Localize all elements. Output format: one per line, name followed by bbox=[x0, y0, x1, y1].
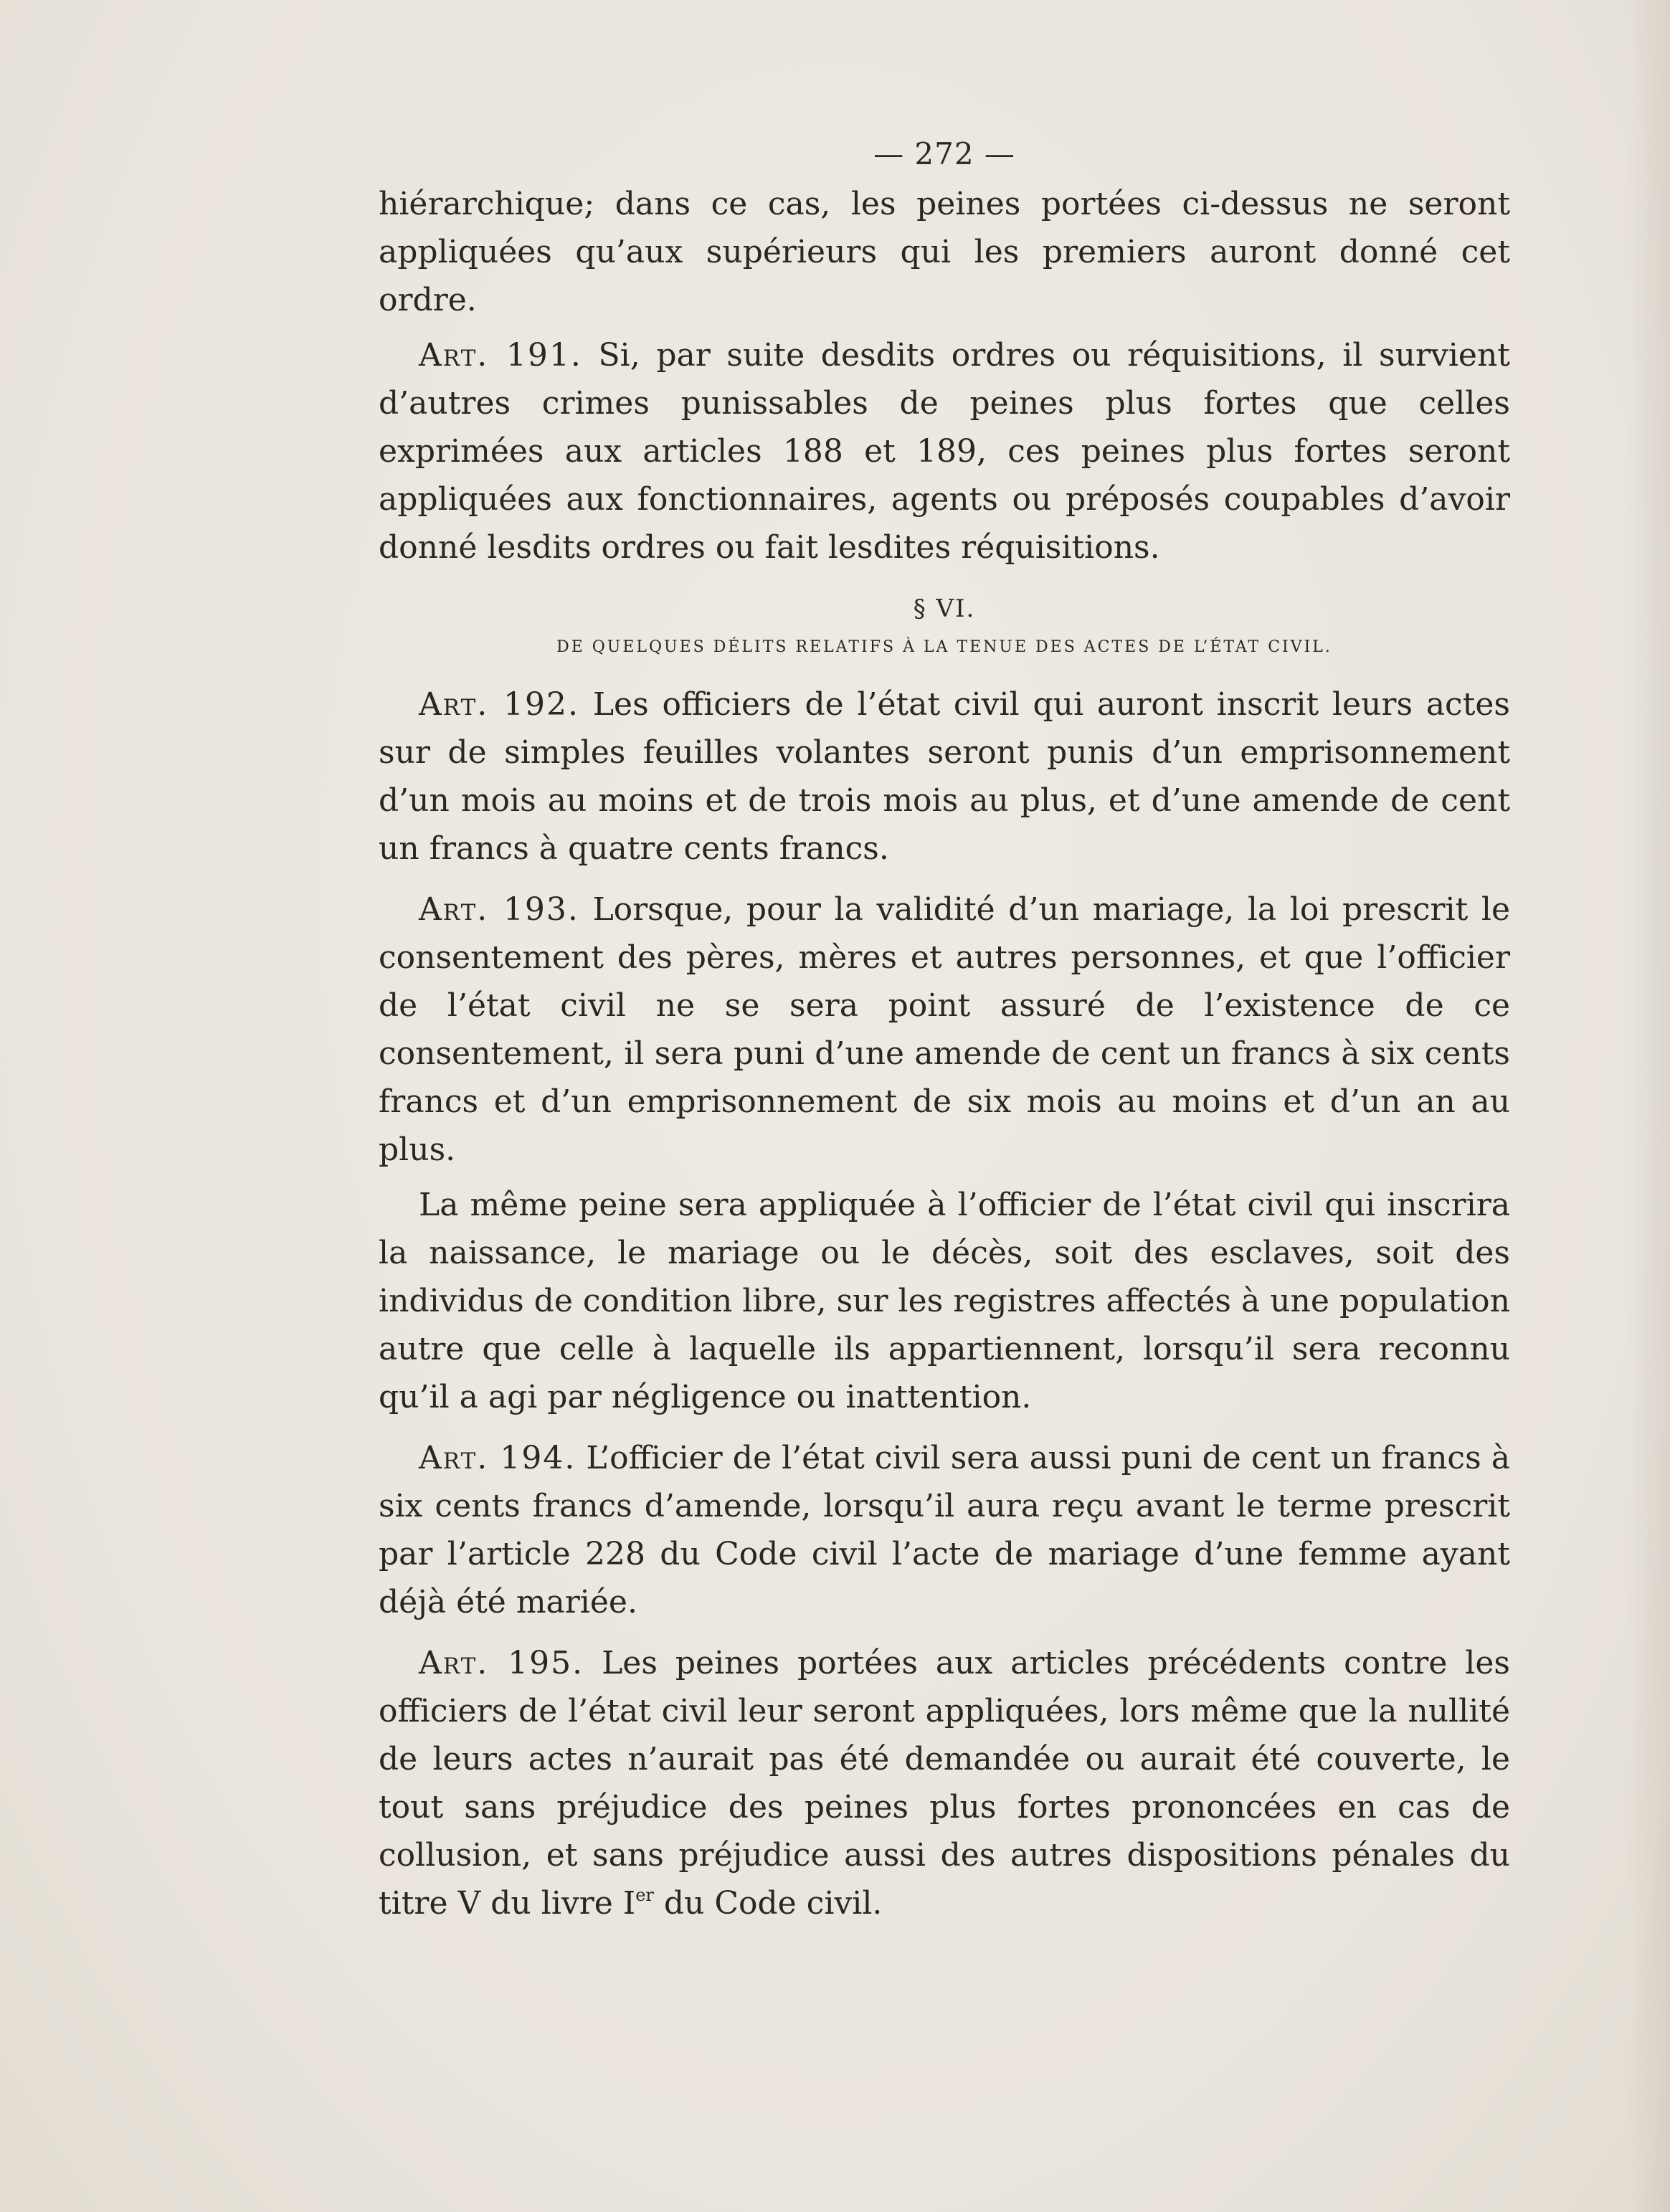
article-193 bbox=[379, 886, 1510, 1174]
article-text: Les officiers de l’état civil qui auront inscrit leurs actes sur de simples feuilles volantes seront punis d’un emprisonnement d’un mois au moins et de trois mois au plus, et d’une amende de cent un francs à quatre cents francs. bbox=[379, 686, 1510, 867]
paragraph-meme-peine bbox=[379, 1181, 1510, 1421]
article-label: Art. 195. bbox=[419, 1645, 584, 1681]
paragraph-text: La même peine sera appliquée à l’officier de l’état civil qui inscrira la naissance, le mariage ou le décès, soit des esclaves, soit des individus de condition libre, sur les registres affectés à une population autre que celle à laquelle ils appartiennent, lorsqu’il sera reconnu qu’il a agi par négligence ou inattention. bbox=[379, 1187, 1510, 1415]
paragraph-hierarchique bbox=[379, 180, 1510, 324]
article-text: Lorsque, pour la validité d’un mariage, la loi prescrit le consentement des pères, mères et autres personnes, et que l’officier de l’état civil ne se sera point assuré de l’existence de ce consentement, il sera puni d’une amende de cent un francs à six cents francs et d’un emprisonnement de six mois au moins et d’un an au plus. bbox=[379, 891, 1510, 1168]
article-text: Les peines portées aux articles précédents contre les officiers de l’état civil leur seront appliquées, lors même que la nullité de leurs actes n’aurait pas été demandée ou aurait été couverte, le tout sans préjudice des peines plus fortes prononcées en cas de collusion, et sans préjudice aussi des autres dispositions pénales du titre V du livre I bbox=[379, 1645, 1510, 1922]
page-edge-shadow bbox=[1627, 0, 1670, 2212]
article-text: Si, par suite desdits ordres ou réquisitions, il survient d’autres crimes punissables de peines plus fortes que celles exprimées aux articles 188 et 189, ces peines plus fortes seront appliquées aux fonctionnaires, agents ou préposés coupables d’avoir donné lesdits ordres ou fait lesdites réquisitions. bbox=[379, 337, 1510, 566]
article-191 bbox=[379, 331, 1510, 571]
article-194 bbox=[379, 1434, 1510, 1626]
section-mark: § VI. bbox=[913, 594, 976, 623]
article-label: Art. 192. bbox=[419, 686, 580, 723]
article-label: Art. 191. bbox=[419, 337, 582, 374]
page-number: — 272 — bbox=[873, 136, 1015, 171]
article-195 bbox=[379, 1639, 1510, 1927]
article-192 bbox=[379, 680, 1510, 873]
superscript-er: er bbox=[635, 1885, 654, 1905]
article-label: Art. 194. bbox=[419, 1440, 577, 1476]
article-text-end: du Code civil. bbox=[653, 1885, 883, 1922]
section-title: DE QUELQUES DÉLITS RELATIFS À LA TENUE DES ACTES DE L’ÉTAT CIVIL. bbox=[556, 638, 1332, 656]
article-text: L’officier de l’état civil sera aussi puni de cent un francs à six cents francs d’amende, lorsqu’il aura reçu avant le terme prescrit par l’article 228 du Code civil l’acte de mariage d’une femme ayant déjà été mariée. bbox=[379, 1440, 1510, 1620]
paragraph-text: hiérarchique; dans ce cas, les peines portées ci-dessus ne seront appliquées qu’aux supérieurs qui les premiers auront donné cet ordre. bbox=[379, 186, 1510, 318]
text-block bbox=[379, 133, 1510, 1927]
article-label: Art. 193. bbox=[419, 891, 579, 928]
